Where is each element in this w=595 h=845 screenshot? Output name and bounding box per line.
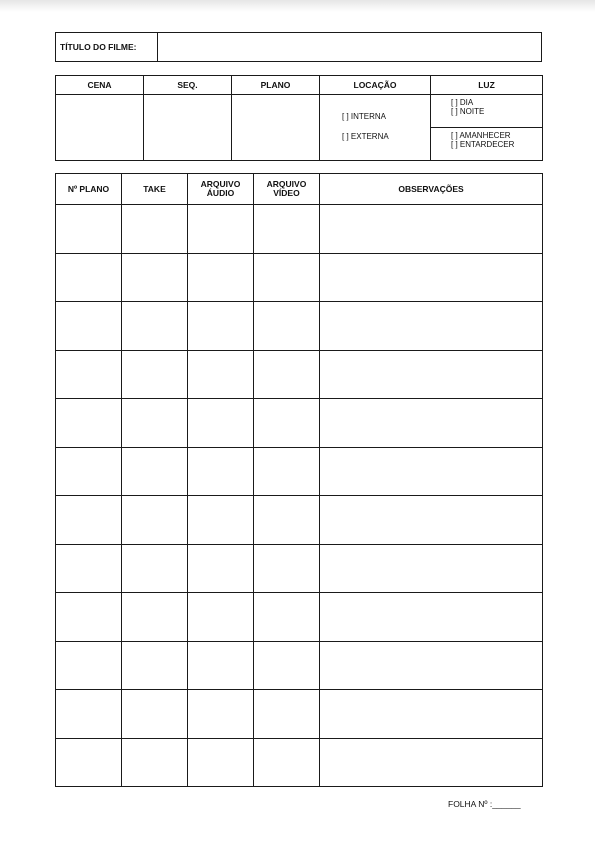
audio-file-cell[interactable] [188,350,254,399]
take-cell[interactable] [122,593,188,642]
audio-file-cell[interactable] [188,205,254,254]
light-options-day-night [431,95,543,128]
take-cell[interactable] [122,350,188,399]
option-entardecer[interactable]: [ ] ENTARDECER [451,140,515,149]
header-cena: CENA [56,76,144,95]
observations-cell[interactable] [320,593,543,642]
viewer-top-shadow [0,0,595,12]
plano-cell[interactable] [56,399,122,448]
plano-cell[interactable] [56,302,122,351]
plano-cell[interactable] [56,496,122,545]
header-arquivo-audio [188,174,254,205]
header-seq: SEQ. [144,76,232,95]
take-cell[interactable] [122,302,188,351]
plano-cell[interactable] [56,690,122,739]
video-file-cell[interactable] [254,253,320,302]
plano-cell[interactable] [56,544,122,593]
header-take: TAKE [122,174,188,205]
observations-cell[interactable] [320,641,543,690]
header-luz: LUZ [431,76,543,95]
header-observacoes: OBSERVAÇÕES [320,174,543,205]
observations-cell[interactable] [320,253,543,302]
sheet-number: FOLHA Nº :______ [448,799,521,809]
light-options-dawn-dusk [431,128,543,161]
audio-file-cell[interactable] [188,690,254,739]
observations-cell[interactable] [320,447,543,496]
video-file-cell[interactable] [254,496,320,545]
header-arquivo-video-line2: VÍDEO [273,188,300,198]
plano-field[interactable] [232,95,320,161]
take-cell[interactable] [122,738,188,787]
plano-cell[interactable] [56,350,122,399]
audio-file-cell[interactable] [188,447,254,496]
header-arquivo-video-line1: ARQUIVO [266,179,307,189]
audio-file-cell[interactable] [188,253,254,302]
plano-cell[interactable] [56,253,122,302]
option-amanhecer[interactable]: [ ] AMANHECER [451,131,511,140]
video-file-cell[interactable] [254,350,320,399]
observations-cell[interactable] [320,399,543,448]
audio-file-cell[interactable] [188,496,254,545]
observations-cell[interactable] [320,302,543,351]
audio-file-cell[interactable] [188,544,254,593]
plano-cell[interactable] [56,641,122,690]
video-file-cell[interactable] [254,205,320,254]
take-cell[interactable] [122,253,188,302]
audio-file-cell[interactable] [188,302,254,351]
table-row [56,738,543,787]
table-row [56,253,543,302]
option-interna[interactable]: [ ] INTERNA [342,112,387,121]
observations-cell[interactable] [320,496,543,545]
location-options [320,95,431,161]
observations-cell[interactable] [320,690,543,739]
scene-info-table [55,75,543,161]
table-row [56,544,543,593]
video-file-cell[interactable] [254,593,320,642]
cena-field[interactable] [56,95,144,161]
option-noite[interactable]: [ ] NOITE [451,107,485,116]
take-cell[interactable] [122,399,188,448]
header-numero-plano: Nº PLANO [56,174,122,205]
shot-log-body [56,205,543,787]
video-file-cell[interactable] [254,544,320,593]
table-row [56,205,543,254]
observations-cell[interactable] [320,205,543,254]
video-file-cell[interactable] [254,641,320,690]
header-arquivo-audio-line2: ÁUDIO [206,188,235,198]
table-row [56,690,543,739]
audio-file-cell[interactable] [188,593,254,642]
film-title-field[interactable] [158,33,542,62]
take-cell[interactable] [122,496,188,545]
film-title-label: TÍTULO DO FILME: [56,33,158,62]
observations-cell[interactable] [320,350,543,399]
table-row [56,447,543,496]
table-row [56,496,543,545]
table-row [56,350,543,399]
take-cell[interactable] [122,641,188,690]
audio-file-cell[interactable] [188,399,254,448]
film-title-table [55,32,542,62]
table-row [56,641,543,690]
take-cell[interactable] [122,447,188,496]
audio-file-cell[interactable] [188,738,254,787]
video-file-cell[interactable] [254,738,320,787]
header-arquivo-audio-line1: ARQUIVO [200,179,241,189]
table-row [56,593,543,642]
plano-cell[interactable] [56,205,122,254]
take-cell[interactable] [122,544,188,593]
observations-cell[interactable] [320,544,543,593]
video-file-cell[interactable] [254,302,320,351]
option-dia[interactable]: [ ] DIA [451,98,474,107]
plano-cell[interactable] [56,447,122,496]
header-arquivo-video [254,174,320,205]
table-row [56,302,543,351]
video-file-cell[interactable] [254,690,320,739]
plano-cell[interactable] [56,738,122,787]
take-cell[interactable] [122,690,188,739]
video-file-cell[interactable] [254,399,320,448]
observations-cell[interactable] [320,738,543,787]
seq-field[interactable] [144,95,232,161]
header-plano: PLANO [232,76,320,95]
table-row [56,399,543,448]
header-locacao: LOCAÇÃO [320,76,431,95]
option-externa[interactable]: [ ] EXTERNA [342,132,389,141]
audio-file-cell[interactable] [188,641,254,690]
shot-log-table [55,173,543,787]
take-cell[interactable] [122,205,188,254]
plano-cell[interactable] [56,593,122,642]
video-file-cell[interactable] [254,447,320,496]
